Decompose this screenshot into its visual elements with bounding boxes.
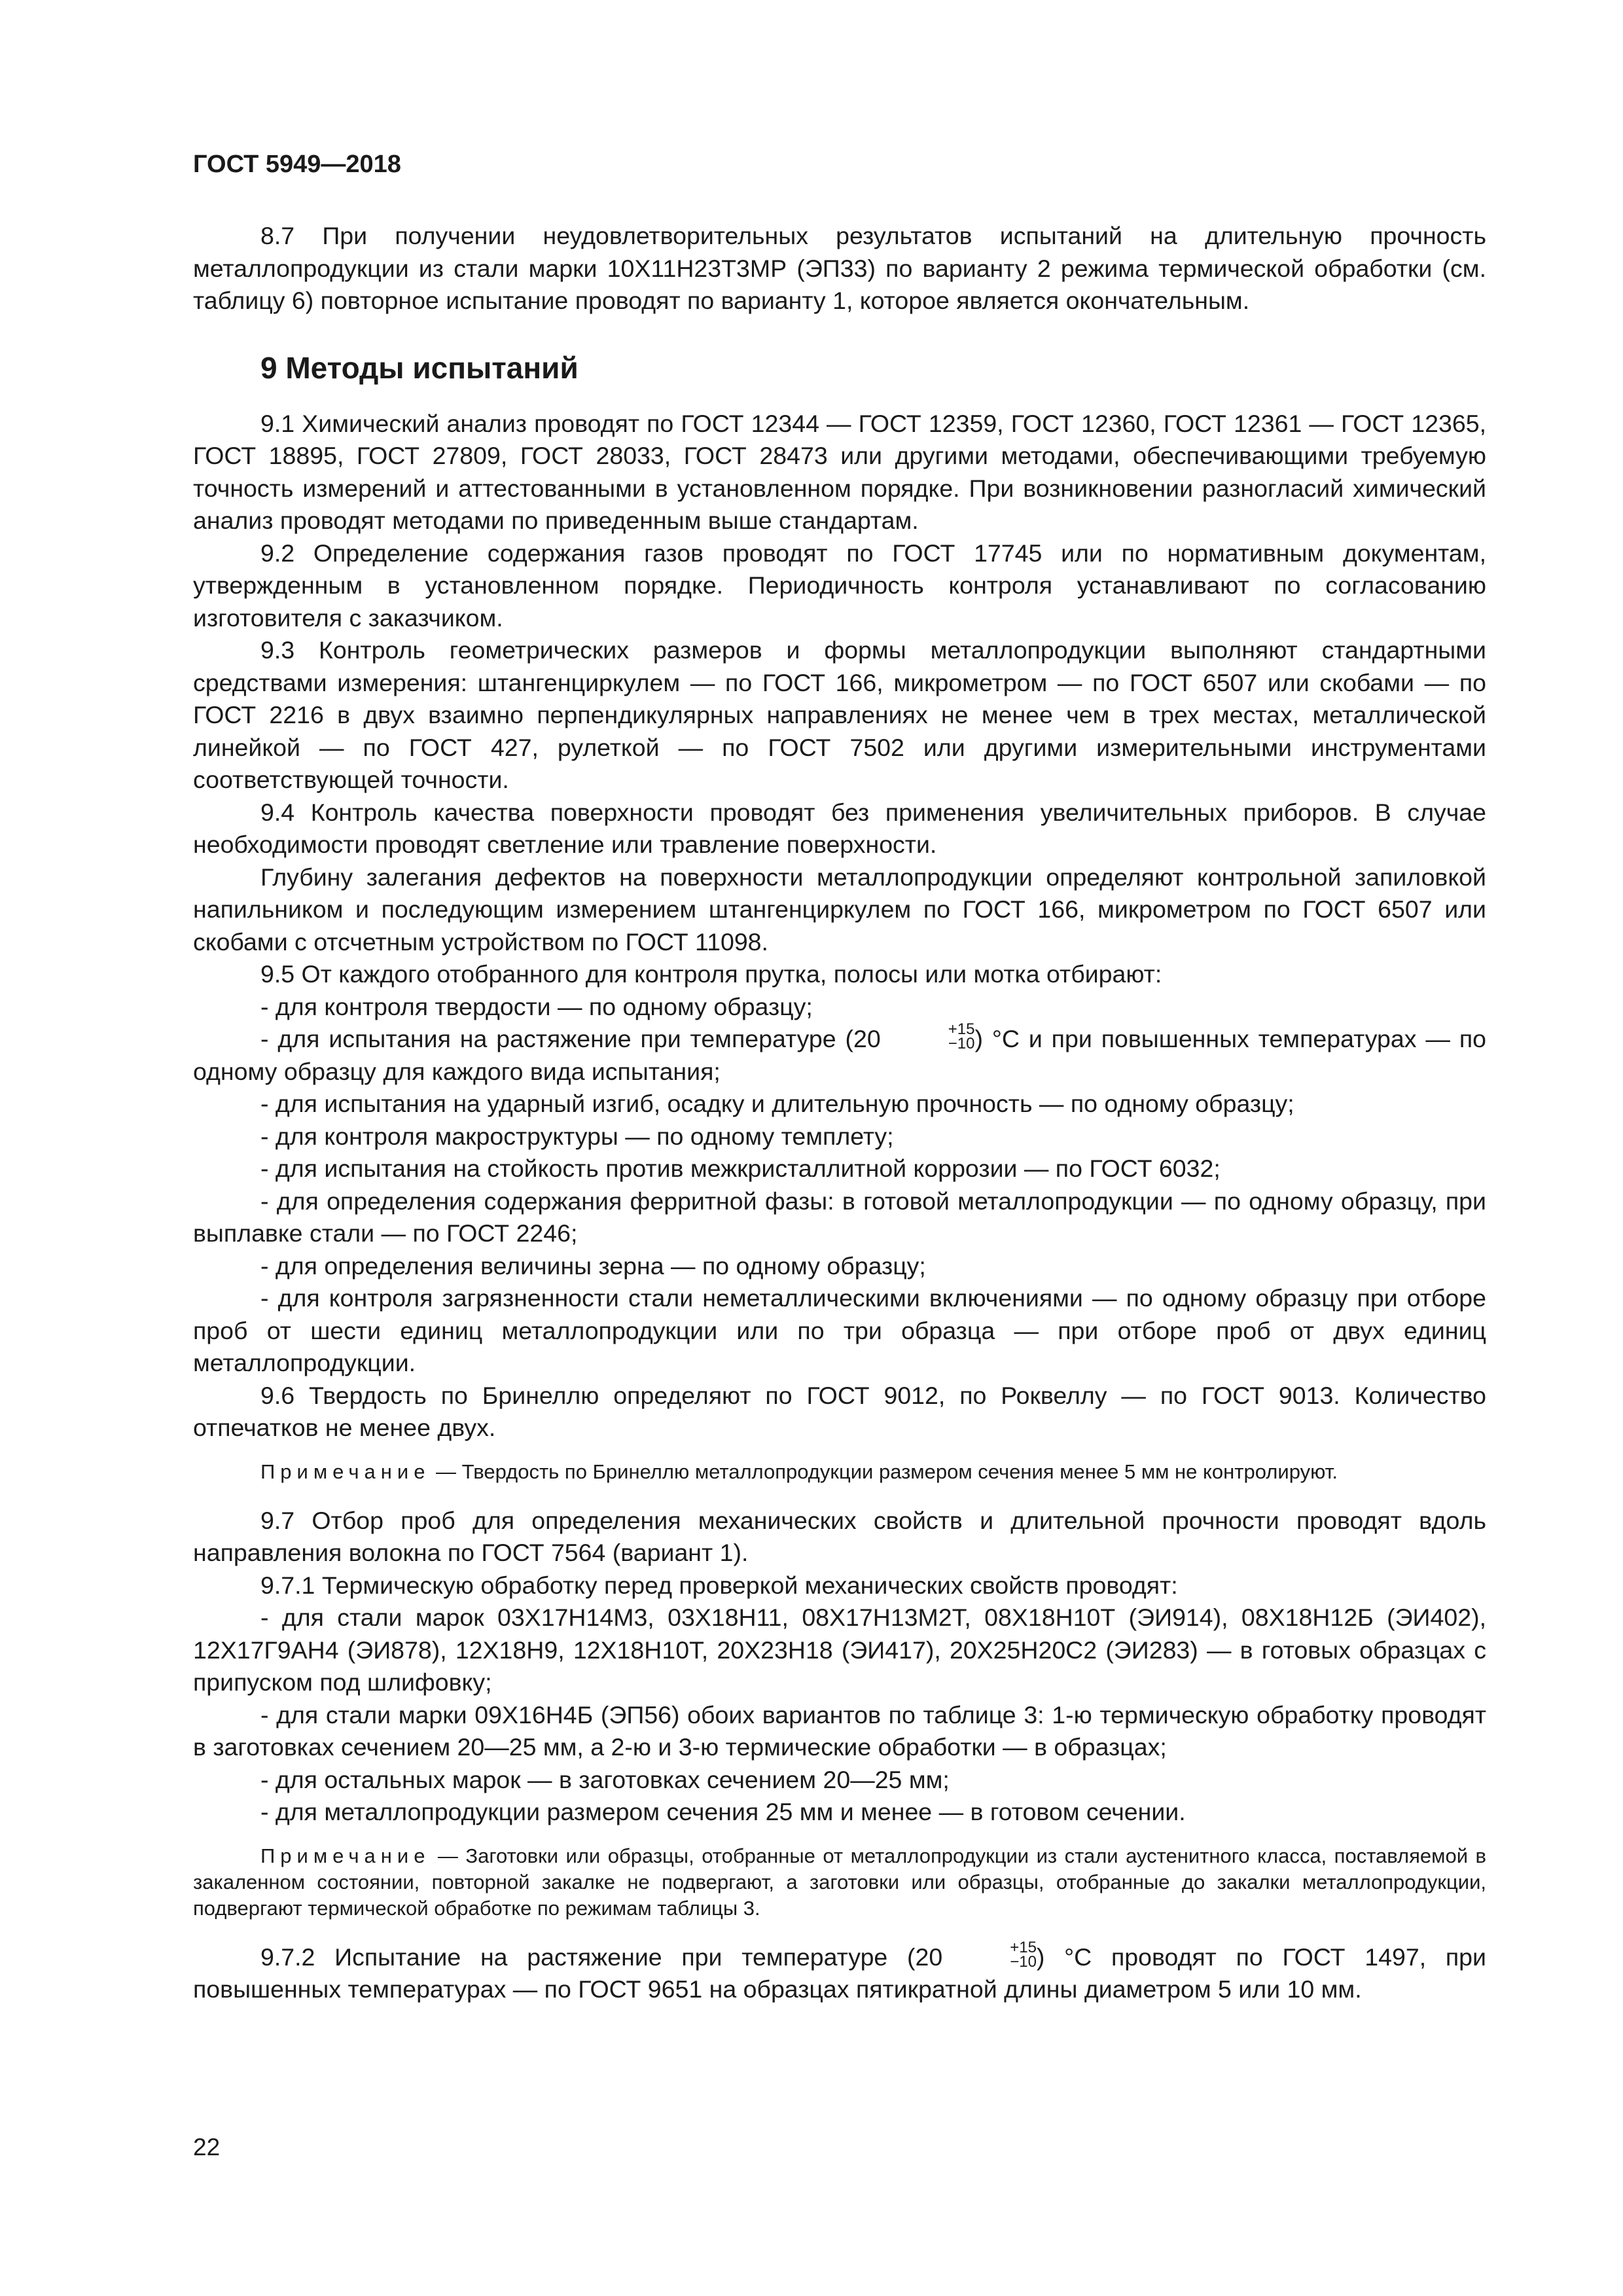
page-content — [193, 220, 1486, 2006]
clause-9-7: 9.7 Отбор проб для определения механических свойств и длительной прочности проводят вдоль направления волокна по ГОСТ 7564 (вариант 1). — [193, 1506, 1486, 1566]
tolerance-lower: −10 — [1010, 1952, 1037, 1971]
clause-9-4: 9.4 Контроль качества поверхности проводят без применения увеличительных приборов. В случае необходимости проводят светление или травление поверхности. — [193, 798, 1486, 858]
clause-9-7-1: 9.7.1 Термическую обработку перед проверкой механических свойств проводят: — [260, 1571, 1178, 1599]
list-item-grades: - для стали марок 03Х17Н14М3, 03Х18Н11, 08Х17Н13М2Т, 08Х18Н10Т (ЭИ914), 08Х18Н12Б (ЭИ402), 12Х17Г9АН4 (ЭИ878), 12Х18Н9, 12Х18Н10Т, 20Х23Н18 (ЭИ417), 20Х25Н20С2 (ЭИ283) — в готовых образцах с припуском под шлифовку; — [193, 1604, 1486, 1696]
list-item-hardness: - для контроля твердости — по одному образцу; — [260, 992, 813, 1020]
tolerance-stack — [881, 1022, 975, 1051]
clause-9-7-2 — [193, 1938, 1486, 2006]
tension-text-end: ) °С и при повышенных температурах — по одному образцу для каждого вида испытания; — [193, 1025, 1486, 1085]
clause-9-7-2-end: ) °С проводят по ГОСТ 1497, при повышенных температурах — по ГОСТ 9651 на образцах пятикратной длины диаметром 5 или 10 мм. — [193, 1943, 1486, 2003]
list-item-others: - для остальных марок — в заготовках сечением 20—25 мм; — [260, 1765, 950, 1793]
list-item-grain: - для определения величины зерна — по одному образцу; — [260, 1251, 926, 1280]
section-title: 9 Методы испытаний — [260, 350, 579, 385]
note-hardness — [193, 1459, 1486, 1485]
clause-9-7-2-start: 9.7.2 Испытание на растяжение при температуре (20 — [260, 1943, 943, 1971]
clause-9-4-depth: Глубину залегания дефектов на поверхности металлопродукции определяют контрольной запиловкой напильником и последующим измерением штангенциркулем по ГОСТ 166, микрометром по ГОСТ 6507 или скобами с отсчетным устройством по ГОСТ 11098. — [193, 863, 1486, 956]
clause-9-3: 9.3 Контроль геометрических размеров и формы металлопродукции выполняют стандартными средствами измерения: штангенциркулем — по ГОСТ 166, микрометром — по ГОСТ 6507 или скобами — по ГОСТ 2216 в двух взаимно перпендикулярных направлениях не менее чем в трех местах, металлической линейкой — по ГОСТ 427, рулеткой — по ГОСТ 7502 или другими измерительными инструментами соответствующей точности. — [193, 636, 1486, 793]
clause-9-1: 9.1 Химический анализ проводят по ГОСТ 12344 — ГОСТ 12359, ГОСТ 12360, ГОСТ 12361 — ГОСТ 12365, ГОСТ 18895, ГОСТ 27809, ГОСТ 28033, ГОСТ 28473 или другими методами, обеспечивающими требуемую точность измерений и аттестованными в установленном порядке. При возникновении разногласий химический анализ проводят методами по приведенным выше стандартам. — [193, 409, 1486, 534]
list-item-corrosion: - для испытания на стойкость против межкристаллитной коррозии — по ГОСТ 6032; — [260, 1155, 1221, 1182]
clause-9-6: 9.6 Твердость по Бринеллю определяют по ГОСТ 9012, по Роквеллу — по ГОСТ 9013. Количество отпечатков не менее двух. — [193, 1381, 1486, 1441]
tolerance-upper: +15 — [1010, 1938, 1037, 1956]
note-text: — Заготовки или образцы, отобранные от металлопродукции из стали аустенитного класса, поставляемой в закаленном состоянии, повторной закалке не подвергают, а заготовки или образцы, отобранные до закалки металлопродукции, подвергают термической обработке по режимам таблицы 3. — [193, 1844, 1486, 1920]
list-item-ferrite: - для определения содержания ферритной фазы: в готовой металлопродукции — по одному образцу, при выплавке стали — по ГОСТ 2246; — [193, 1187, 1486, 1247]
document-header: ГОСТ 5949—2018 — [193, 151, 401, 178]
note-label: Примечание — [260, 1844, 431, 1867]
note-label: Примечание — [260, 1460, 431, 1483]
tolerance-stack — [942, 1938, 1037, 1971]
tolerance-lower: −10 — [948, 1035, 975, 1053]
page-number: 22 — [193, 2134, 221, 2161]
list-item-tension — [193, 1020, 1486, 1088]
tension-text-start: - для испытания на растяжение при температуре (20 — [260, 1025, 881, 1052]
tolerance-upper: +15 — [948, 1020, 975, 1039]
list-item-macro: - для контроля макроструктуры — по одному темплету; — [260, 1122, 894, 1150]
clause-9-2: 9.2 Определение содержания газов проводят по ГОСТ 17745 или по нормативным документам, утвержденным в установленном порядке. Периодичность контроля устанавливают по согласованию изготовителя с заказчиком. — [193, 539, 1486, 632]
list-item-ep56: - для стали марки 09Х16Н4Б (ЭП56) обоих вариантов по таблице 3: 1-ю термическую обработку проводят в заготовках сечением 20—25 мм, а 2-ю и 3-ю термические обработки — в образцах; — [193, 1700, 1486, 1761]
note-heat-treatment — [193, 1843, 1486, 1922]
list-item-impact: - для испытания на ударный изгиб, осадку и длительную прочность — по одному образцу; — [260, 1090, 1294, 1117]
note-text: — Твердость по Бринеллю металлопродукции размером сечения менее 5 мм не контролируют. — [430, 1460, 1338, 1483]
list-item-small: - для металлопродукции размером сечения 25 мм и менее — в готовом сечении. — [260, 1798, 1186, 1825]
clause-9-5: 9.5 От каждого отобранного для контроля прутка, полосы или мотка отбирают: — [260, 960, 1162, 988]
clause-8-7: 8.7 При получении неудовлетворительных результатов испытаний на длительную прочность металлопродукции из стали марки 10Х11Н23Т3МР (ЭП33) по варианту 2 режима термической обработки (см. таблицу 6) повторное испытание проводят по варианту 1, которое является окончательным. — [193, 222, 1486, 314]
list-item-inclusions: - для контроля загрязненности стали неметаллическими включениями — по одному образцу при отборе проб от шести единиц металлопродукции или по три образца — при отборе проб от двух единиц металлопродукции. — [193, 1284, 1486, 1376]
